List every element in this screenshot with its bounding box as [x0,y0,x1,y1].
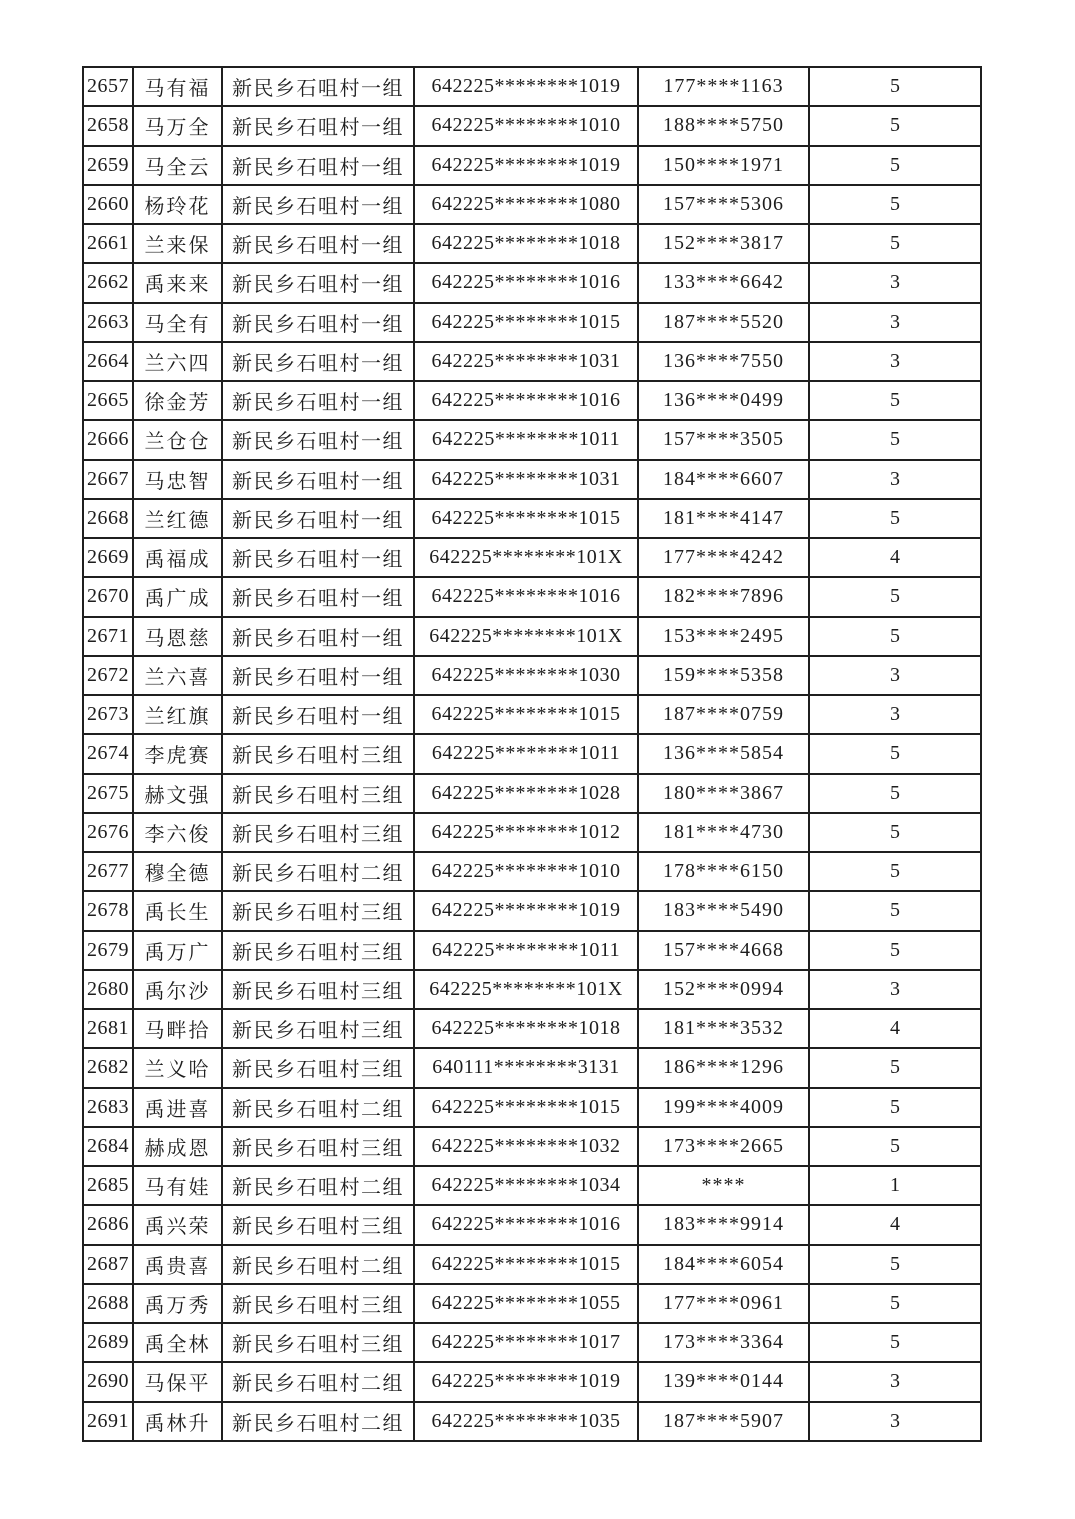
cell-address: 新民乡石咀村一组 [222,499,414,538]
cell-count: 3 [809,460,981,499]
cell-address: 新民乡石咀村三组 [222,1009,414,1048]
cell-id-number: 642225********1018 [414,224,638,263]
cell-address: 新民乡石咀村一组 [222,381,414,420]
cell-count: 3 [809,303,981,342]
cell-id-number: 642225********1012 [414,813,638,852]
cell-phone: 150****1971 [638,146,809,185]
cell-phone: 178****6150 [638,852,809,891]
cell-phone: 186****1296 [638,1048,809,1087]
cell-name: 禹全林 [133,1323,222,1362]
cell-id-number: 642225********1031 [414,460,638,499]
cell-phone: 133****6642 [638,263,809,302]
cell-count: 5 [809,106,981,145]
cell-name: 兰六喜 [133,656,222,695]
cell-serial: 2688 [83,1284,133,1323]
cell-name: 马保平 [133,1362,222,1401]
cell-count: 5 [809,381,981,420]
cell-name: 马全有 [133,303,222,342]
cell-count: 5 [809,1127,981,1166]
cell-count: 5 [809,146,981,185]
cell-count: 5 [809,1088,981,1127]
cell-serial: 2690 [83,1362,133,1401]
cell-address: 新民乡石咀村三组 [222,1284,414,1323]
cell-name: 禹尔沙 [133,970,222,1009]
cell-phone: 183****9914 [638,1205,809,1244]
table-row [83,263,981,302]
cell-name: 杨玲花 [133,185,222,224]
cell-serial: 2660 [83,185,133,224]
cell-count: 4 [809,1205,981,1244]
cell-address: 新民乡石咀村二组 [222,1245,414,1284]
cell-phone: 157****5306 [638,185,809,224]
table-row [83,460,981,499]
cell-phone: 181****3532 [638,1009,809,1048]
table-row [83,734,981,773]
cell-count: 3 [809,263,981,302]
cell-address: 新民乡石咀村三组 [222,774,414,813]
cell-name: 兰来保 [133,224,222,263]
cell-id-number: 642225********1016 [414,1205,638,1244]
roster-table [82,66,982,1442]
table-body [83,67,981,1441]
cell-id-number: 642225********1017 [414,1323,638,1362]
cell-serial: 2668 [83,499,133,538]
cell-id-number: 642225********1028 [414,774,638,813]
cell-id-number: 642225********1015 [414,1245,638,1284]
table-row [83,1402,981,1442]
cell-count: 5 [809,224,981,263]
cell-address: 新民乡石咀村三组 [222,1127,414,1166]
cell-address: 新民乡石咀村三组 [222,1048,414,1087]
cell-address: 新民乡石咀村一组 [222,224,414,263]
cell-count: 3 [809,970,981,1009]
cell-address: 新民乡石咀村三组 [222,931,414,970]
cell-id-number: 642225********1018 [414,1009,638,1048]
cell-serial: 2661 [83,224,133,263]
cell-name: 马畔拾 [133,1009,222,1048]
cell-phone: 136****5854 [638,734,809,773]
cell-address: 新民乡石咀村一组 [222,617,414,656]
cell-address: 新民乡石咀村一组 [222,538,414,577]
cell-id-number: 642225********1010 [414,852,638,891]
cell-name: 兰红德 [133,499,222,538]
table-row [83,67,981,106]
cell-serial: 2676 [83,813,133,852]
cell-address: 新民乡石咀村一组 [222,146,414,185]
cell-address: 新民乡石咀村一组 [222,67,414,106]
cell-phone: 177****0961 [638,1284,809,1323]
cell-name: 禹长生 [133,891,222,930]
cell-count: 3 [809,342,981,381]
cell-id-number: 642225********101X [414,538,638,577]
cell-serial: 2673 [83,695,133,734]
cell-serial: 2677 [83,852,133,891]
cell-id-number: 642225********1032 [414,1127,638,1166]
cell-id-number: 642225********1016 [414,381,638,420]
cell-count: 1 [809,1166,981,1205]
cell-name: 马万全 [133,106,222,145]
cell-serial: 2662 [83,263,133,302]
cell-phone: 157****4668 [638,931,809,970]
cell-name: 禹来来 [133,263,222,302]
cell-name: 兰义哈 [133,1048,222,1087]
cell-address: 新民乡石咀村三组 [222,813,414,852]
cell-id-number: 642225********1010 [414,106,638,145]
cell-name: 李六俊 [133,813,222,852]
cell-phone: 177****1163 [638,67,809,106]
cell-serial: 2687 [83,1245,133,1284]
cell-id-number: 642225********1019 [414,146,638,185]
cell-name: 马有娃 [133,1166,222,1205]
cell-address: 新民乡石咀村二组 [222,1362,414,1401]
cell-serial: 2674 [83,734,133,773]
cell-id-number: 642225********1019 [414,1362,638,1401]
cell-phone: 184****6054 [638,1245,809,1284]
table-row [83,342,981,381]
cell-phone: 188****5750 [638,106,809,145]
cell-serial: 2664 [83,342,133,381]
table-row [83,813,981,852]
cell-name: 马恩慈 [133,617,222,656]
cell-address: 新民乡石咀村三组 [222,970,414,1009]
table-row [83,420,981,459]
cell-address: 新民乡石咀村二组 [222,852,414,891]
cell-count: 5 [809,617,981,656]
cell-id-number: 642225********101X [414,970,638,1009]
cell-name: 兰红旗 [133,695,222,734]
cell-id-number: 642225********1034 [414,1166,638,1205]
cell-phone: 139****0144 [638,1362,809,1401]
table-row [83,1323,981,1362]
cell-phone: 173****3364 [638,1323,809,1362]
cell-phone: 152****0994 [638,970,809,1009]
cell-count: 5 [809,774,981,813]
cell-phone: 152****3817 [638,224,809,263]
cell-name: 马有福 [133,67,222,106]
cell-address: 新民乡石咀村二组 [222,1402,414,1442]
cell-name: 禹福成 [133,538,222,577]
table-row [83,1048,981,1087]
cell-address: 新民乡石咀村一组 [222,577,414,616]
cell-count: 5 [809,499,981,538]
cell-id-number: 642225********101X [414,617,638,656]
cell-id-number: 640111********3131 [414,1048,638,1087]
cell-count: 5 [809,1048,981,1087]
cell-serial: 2678 [83,891,133,930]
cell-phone: 153****2495 [638,617,809,656]
cell-id-number: 642225********1035 [414,1402,638,1442]
cell-phone: 187****0759 [638,695,809,734]
table-row [83,224,981,263]
cell-id-number: 642225********1015 [414,303,638,342]
cell-name: 马忠智 [133,460,222,499]
cell-id-number: 642225********1019 [414,891,638,930]
cell-serial: 2682 [83,1048,133,1087]
cell-count: 5 [809,1284,981,1323]
cell-serial: 2657 [83,67,133,106]
cell-id-number: 642225********1016 [414,577,638,616]
cell-count: 5 [809,813,981,852]
cell-phone: 182****7896 [638,577,809,616]
cell-address: 新民乡石咀村一组 [222,460,414,499]
cell-count: 3 [809,656,981,695]
table-row [83,931,981,970]
cell-count: 5 [809,734,981,773]
cell-phone: 136****7550 [638,342,809,381]
cell-serial: 2665 [83,381,133,420]
cell-address: 新民乡石咀村一组 [222,420,414,459]
table-row [83,1362,981,1401]
cell-count: 5 [809,852,981,891]
cell-serial: 2675 [83,774,133,813]
table-row [83,1088,981,1127]
cell-name: 禹贵喜 [133,1245,222,1284]
cell-address: 新民乡石咀村三组 [222,891,414,930]
cell-serial: 2685 [83,1166,133,1205]
cell-id-number: 642225********1011 [414,734,638,773]
cell-address: 新民乡石咀村三组 [222,734,414,773]
table-row [83,852,981,891]
cell-name: 兰六四 [133,342,222,381]
cell-name: 禹进喜 [133,1088,222,1127]
cell-serial: 2659 [83,146,133,185]
cell-phone: 136****0499 [638,381,809,420]
cell-address: 新民乡石咀村一组 [222,695,414,734]
cell-phone: 180****3867 [638,774,809,813]
cell-address: 新民乡石咀村一组 [222,342,414,381]
cell-name: 穆全德 [133,852,222,891]
cell-count: 4 [809,1009,981,1048]
cell-serial: 2666 [83,420,133,459]
cell-serial: 2689 [83,1323,133,1362]
cell-count: 5 [809,931,981,970]
cell-serial: 2681 [83,1009,133,1048]
cell-name: 禹万秀 [133,1284,222,1323]
cell-phone: 177****4242 [638,538,809,577]
cell-serial: 2669 [83,538,133,577]
cell-count: 5 [809,67,981,106]
cell-phone: 183****5490 [638,891,809,930]
cell-phone: 159****5358 [638,656,809,695]
table-row [83,1127,981,1166]
cell-serial: 2679 [83,931,133,970]
cell-name: 禹广成 [133,577,222,616]
table-row [83,146,981,185]
cell-id-number: 642225********1019 [414,67,638,106]
cell-phone: 181****4730 [638,813,809,852]
cell-phone: 181****4147 [638,499,809,538]
cell-phone: 184****6607 [638,460,809,499]
table-row [83,695,981,734]
cell-name: 兰仓仓 [133,420,222,459]
table-row [83,656,981,695]
table-row [83,577,981,616]
table-row [83,891,981,930]
cell-address: 新民乡石咀村二组 [222,1166,414,1205]
cell-serial: 2683 [83,1088,133,1127]
cell-address: 新民乡石咀村一组 [222,263,414,302]
cell-count: 4 [809,538,981,577]
cell-phone: **** [638,1166,809,1205]
cell-serial: 2680 [83,970,133,1009]
cell-name: 禹兴荣 [133,1205,222,1244]
cell-serial: 2684 [83,1127,133,1166]
table-row [83,185,981,224]
table-row [83,538,981,577]
cell-count: 3 [809,1362,981,1401]
cell-serial: 2658 [83,106,133,145]
cell-serial: 2663 [83,303,133,342]
cell-serial: 2686 [83,1205,133,1244]
cell-count: 5 [809,185,981,224]
cell-id-number: 642225********1055 [414,1284,638,1323]
cell-address: 新民乡石咀村三组 [222,1205,414,1244]
cell-count: 5 [809,1245,981,1284]
cell-id-number: 642225********1011 [414,931,638,970]
cell-count: 3 [809,1402,981,1442]
cell-phone: 199****4009 [638,1088,809,1127]
table-row [83,1166,981,1205]
table-row [83,617,981,656]
cell-count: 3 [809,695,981,734]
table-row [83,970,981,1009]
cell-id-number: 642225********1011 [414,420,638,459]
table-row [83,499,981,538]
cell-id-number: 642225********1031 [414,342,638,381]
cell-id-number: 642225********1080 [414,185,638,224]
cell-count: 5 [809,577,981,616]
cell-phone: 187****5907 [638,1402,809,1442]
cell-address: 新民乡石咀村一组 [222,185,414,224]
cell-serial: 2671 [83,617,133,656]
table-row [83,1284,981,1323]
cell-phone: 173****2665 [638,1127,809,1166]
cell-phone: 157****3505 [638,420,809,459]
table-row [83,381,981,420]
cell-name: 徐金芳 [133,381,222,420]
cell-count: 5 [809,420,981,459]
cell-serial: 2670 [83,577,133,616]
cell-address: 新民乡石咀村一组 [222,656,414,695]
cell-name: 马全云 [133,146,222,185]
table-row [83,774,981,813]
cell-phone: 187****5520 [638,303,809,342]
cell-name: 赫成恩 [133,1127,222,1166]
cell-id-number: 642225********1030 [414,656,638,695]
cell-name: 赫文强 [133,774,222,813]
table-row [83,303,981,342]
cell-serial: 2691 [83,1402,133,1442]
cell-serial: 2672 [83,656,133,695]
cell-address: 新民乡石咀村三组 [222,1323,414,1362]
cell-id-number: 642225********1016 [414,263,638,302]
cell-address: 新民乡石咀村一组 [222,106,414,145]
cell-address: 新民乡石咀村二组 [222,1088,414,1127]
cell-id-number: 642225********1015 [414,695,638,734]
cell-id-number: 642225********1015 [414,499,638,538]
table-row [83,1245,981,1284]
cell-name: 李虎赛 [133,734,222,773]
cell-address: 新民乡石咀村一组 [222,303,414,342]
cell-name: 禹万广 [133,931,222,970]
table-row [83,1205,981,1244]
table-row [83,106,981,145]
cell-id-number: 642225********1015 [414,1088,638,1127]
table-row [83,1009,981,1048]
cell-count: 5 [809,891,981,930]
cell-serial: 2667 [83,460,133,499]
cell-count: 5 [809,1323,981,1362]
cell-name: 禹林升 [133,1402,222,1442]
